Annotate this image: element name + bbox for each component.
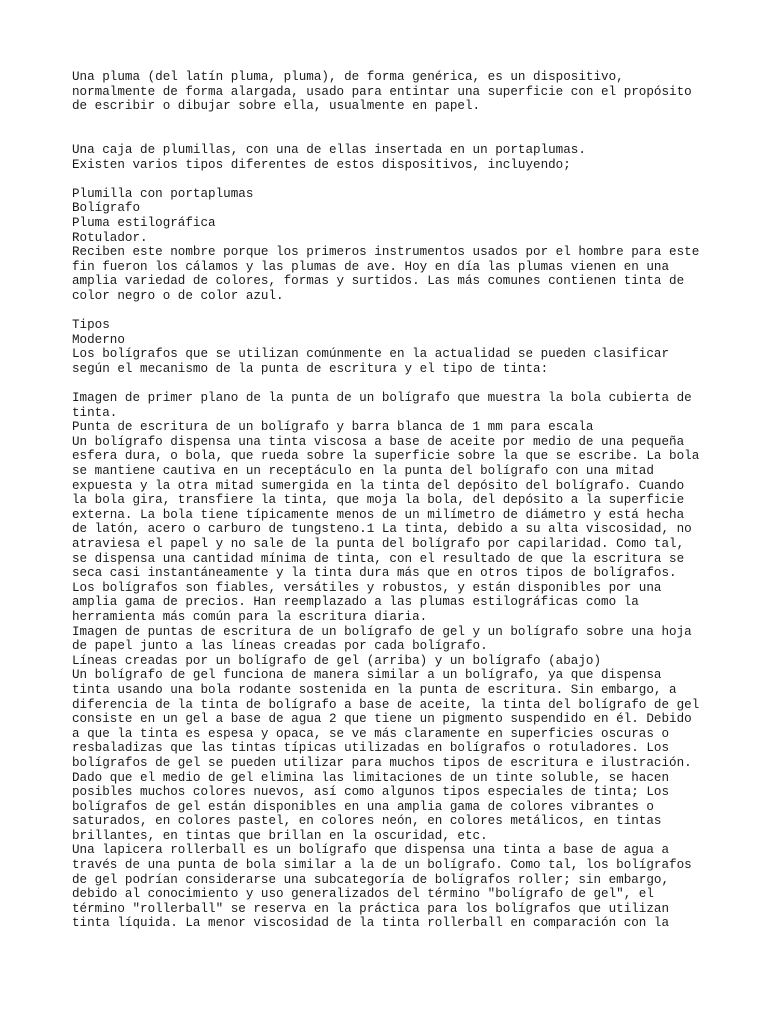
text-line: Líneas creadas por un bolígrafo de gel (arriba) y un bolígrafo (abajo) [72, 653, 602, 668]
text-line: término "rollerball" se reserva en la práctica para los bolígrafos que utilizan [72, 901, 670, 916]
document-body [72, 70, 712, 931]
text-line: Punta de escritura de un bolígrafo y barra blanca de 1 mm para escala [72, 420, 594, 435]
text-line: herramienta más común para la escritura diaria. [72, 609, 428, 624]
text-line: Los bolígrafos que se utilizan comúnmente en la actualidad se pueden clasificar [72, 347, 670, 362]
text-line: Imagen de puntas de escritura de un bolígrafo de gel y un bolígrafo sobre una hoja [72, 624, 692, 639]
text-line [72, 172, 712, 187]
text-line: bolígrafos de gel se pueden utilizar para muchos tipos de escritura e ilustración. [72, 755, 692, 770]
text-line [72, 128, 712, 143]
text-line: saturados, en colores pastel, en colores neón, en colores metálicos, en tintas [72, 814, 662, 829]
text-line: amplia variedad de colores, formas y surtidos. Las más comunes contienen tinta de [72, 274, 685, 289]
text-line: atraviesa el papel y no sale de la punta del bolígrafo por capilaridad. Como tal, [72, 537, 685, 551]
text-line: Los bolígrafos son fiables, versátiles y robustos, y están disponibles por una [72, 580, 662, 595]
text-line: normalmente de forma alargada, usado para entintar una superficie con el propósito [72, 84, 692, 99]
text-line: tinta líquida. La menor viscosidad de la tinta rollerball en comparación con la [72, 916, 670, 931]
text-line: brillantes, en tintas que brillan en la oscuridad, etc. [72, 828, 488, 843]
text-line: diferencia de la tinta de bolígrafo a base de aceite, la tinta del bolígrafo de gel [72, 697, 700, 712]
text-line: de escribir o dibujar sobre ella, usualmente en papel. [72, 99, 481, 114]
text-line: Una pluma (del latín pluma, pluma), de forma genérica, es un dispositivo, [72, 70, 624, 84]
text-line: la bola gira, transfiere la tinta, que moja la bola, del depósito a la superficie [72, 493, 685, 508]
text-line: amplia gama de precios. Han reemplazado a las plumas estilográficas como la [72, 595, 639, 610]
text-line: expuesta y la otra mitad sumergida en la tinta del depósito del bolígrafo. Cuando [72, 478, 685, 493]
text-line: consiste en un gel a base de agua 2 que tiene un pigmento suspendido en él. Debido [72, 712, 692, 727]
text-line: externa. La bola tiene típicamente menos de un milímetro de diámetro y está hecha [72, 507, 685, 522]
text-line: Plumilla con portaplumas [72, 186, 254, 201]
text-line: Existen varios tipos diferentes de estos dispositivos, incluyendo; [72, 157, 571, 172]
text-line: a que la tinta es espesa y opaca, se ve más claramente en superficies oscuras o [72, 726, 670, 741]
text-line: Pluma estilográfica [72, 215, 216, 230]
text-line: de papel junto a las líneas creadas por cada bolígrafo. [72, 639, 488, 654]
text-line: Imagen de primer plano de la punta de un bolígrafo que muestra la bola cubierta de [72, 391, 692, 406]
text-line: Moderno [72, 332, 125, 347]
text-line: debido al conocimiento y uso generalizados del término "bolígrafo de gel", el [72, 887, 654, 902]
text-line: través de una punta de bola similar a la de un bolígrafo. Como tal, los bolígrafos [72, 858, 692, 873]
text-line [72, 376, 712, 391]
text-line: se dispensa una cantidad mínima de tinta, con el resultado de que la escritura se [72, 551, 685, 566]
text-line: color negro o de color azul. [72, 288, 284, 303]
text-line: tinta. [72, 405, 118, 420]
text-line: Dado que el medio de gel elimina las limitaciones de un tinte soluble, se hacen [72, 770, 670, 785]
text-line: Tipos [72, 318, 110, 333]
text-line: bolígrafos de gel están disponibles en una amplia gama de colores vibrantes o [72, 799, 654, 814]
text-line: Un bolígrafo dispensa una tinta viscosa a base de aceite por medio de una pequeña [72, 434, 685, 449]
text-line: esfera dura, o bola, que rueda sobre la superficie sobre la que se escribe. La bola [72, 449, 700, 464]
text-line: Una lapicera rollerball es un bolígrafo que dispensa una tinta a base de agua a [72, 843, 670, 858]
text-line [72, 304, 712, 319]
text-line: Bolígrafo [72, 201, 141, 216]
text-line [72, 114, 712, 129]
text-line: posibles muchos colores nuevos, así como algunos tipos especiales de tinta; Los [72, 785, 670, 800]
text-line: Rotulador. [72, 230, 148, 245]
text-line: de latón, acero o carburo de tungsteno.1 La tinta, debido a su alta viscosidad, no [72, 522, 692, 537]
text-line: Reciben este nombre porque los primeros instrumentos usados por el hombre para este [72, 245, 700, 260]
text-line: resbaladizas que las tintas típicas utilizadas en bolígrafos o rotuladores. Los [72, 741, 670, 756]
text-line: según el mecanismo de la punta de escritura y el tipo de tinta: [72, 361, 549, 376]
text-line: fin fueron los cálamos y las plumas de ave. Hoy en día las plumas vienen en una [72, 259, 670, 274]
text-line: Una caja de plumillas, con una de ellas insertada en un portaplumas. [72, 142, 586, 157]
text-line: de gel podrían considerarse una subcategoría de bolígrafos roller; sin embargo, [72, 872, 670, 887]
text-line: seca casi instantáneamente y la tinta dura más que en otros tipos de bolígrafos. [72, 566, 677, 581]
text-line: se mantiene cautiva en un receptáculo en la punta del bolígrafo con una mitad [72, 464, 654, 479]
text-line: tinta usando una bola rodante sostenida en la punta de escritura. Sin embargo, a [72, 682, 677, 697]
text-line: Un bolígrafo de gel funciona de manera similar a un bolígrafo, ya que dispensa [72, 668, 662, 683]
